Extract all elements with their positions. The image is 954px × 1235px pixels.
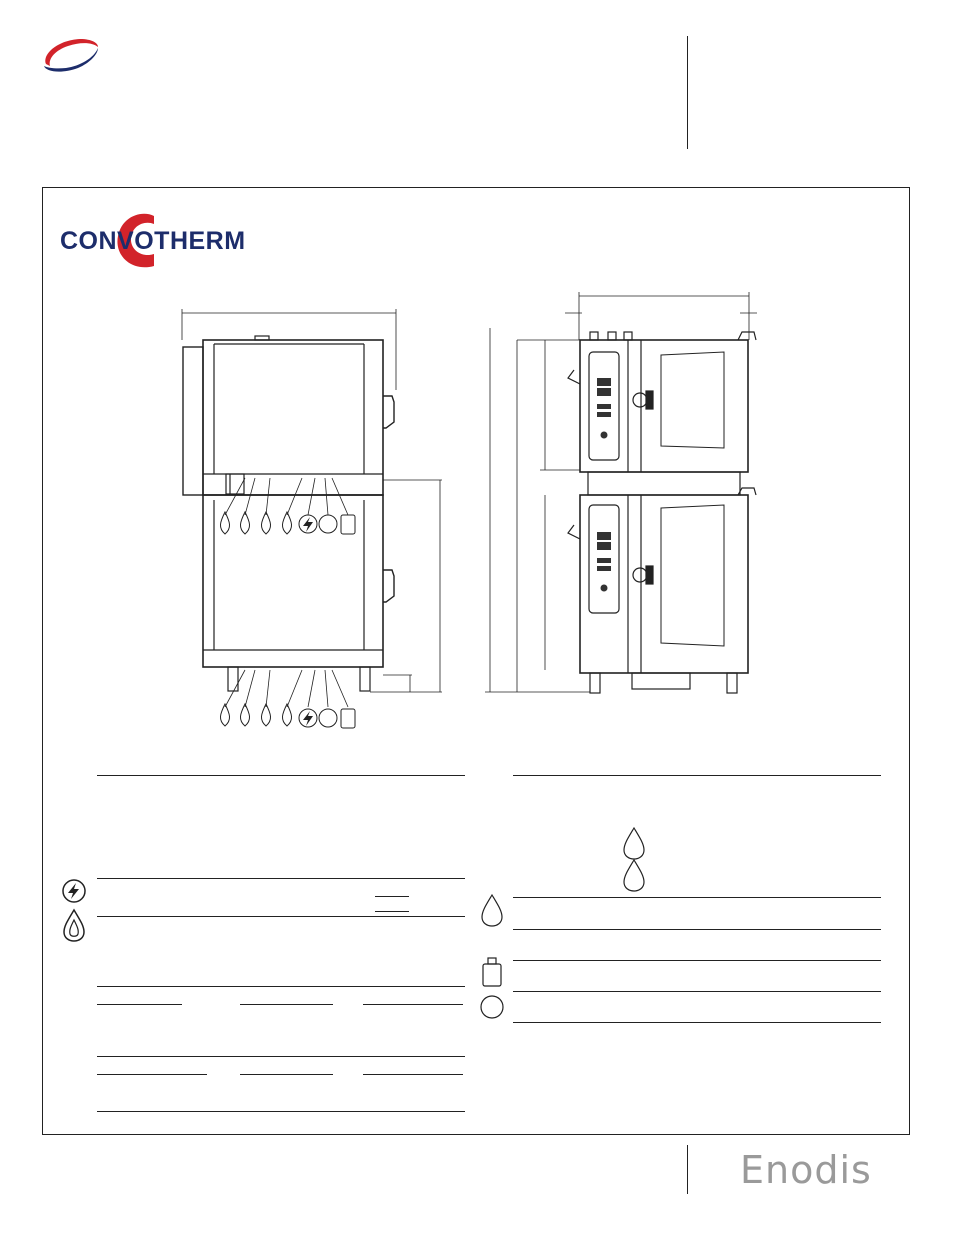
right-section-rule-bottom (513, 1022, 881, 1023)
left-section-rule-gas-table-2 (97, 1056, 465, 1057)
left-section-rule-gas (97, 916, 465, 917)
left-section-rule-electric (97, 878, 465, 879)
left-section-rule-top (97, 775, 465, 776)
gas2-col-3-rule (363, 1074, 463, 1075)
header-divider (687, 36, 688, 149)
right-section-rule-water (513, 897, 881, 898)
left-short-rule-1 (375, 896, 409, 897)
gas-col-2-rule (240, 1004, 333, 1005)
left-section-rule-bottom (97, 1111, 465, 1112)
left-short-rule-2 (375, 911, 409, 912)
footer-divider (687, 1145, 688, 1194)
gas2-col-1-rule (97, 1074, 207, 1075)
water-drop-icon (622, 826, 646, 860)
right-section-rule-top (513, 775, 881, 776)
lightning-bolt-icon (61, 878, 87, 904)
right-section-rule-detergent (513, 960, 881, 961)
convotherm-wordmark: CONVOTHERM (60, 227, 246, 255)
right-section-rule-drain (513, 991, 881, 992)
circle-icon (479, 994, 505, 1020)
enodis-logo (740, 1148, 872, 1192)
right-section-rule-2 (513, 929, 881, 930)
enodis-wordmark: Enodis (740, 1148, 872, 1192)
gas2-col-2-rule (240, 1074, 333, 1075)
gas-col-1-rule (97, 1004, 182, 1005)
flame-drop-icon (61, 908, 87, 942)
water-drop-icon (622, 858, 646, 892)
convotherm-logo (60, 210, 250, 272)
oven-stack-drawing (170, 290, 780, 750)
left-section-rule-gas-table (97, 986, 465, 987)
water-drop-icon (480, 893, 504, 927)
gas-col-3-rule (363, 1004, 463, 1005)
enodis-swoosh-logo (40, 34, 104, 76)
bottle-icon (480, 956, 504, 988)
